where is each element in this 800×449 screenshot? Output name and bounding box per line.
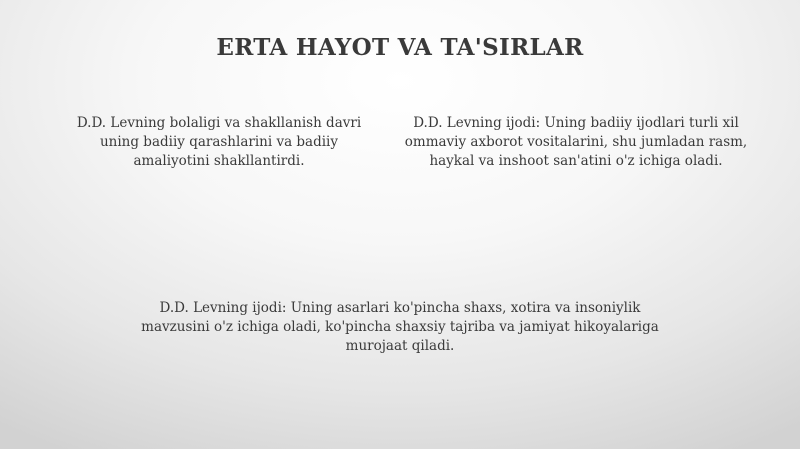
slide-title: ERTA HAYOT VA TA'SIRLAR xyxy=(216,34,584,61)
text-block-media: D.D. Levning ijodi: Uning badiiy ijodlari turli xil ommaviy axborot vositalarini, shu jumladan rasm, haykal va inshoot san'atini o'z ichiga oladi. xyxy=(404,115,748,169)
text-block-childhood: D.D. Levning bolaligi va shakllanish davri uning badiiy qarashlarini va badiiy amaliyotini shakllantirdi. xyxy=(76,115,362,169)
text-block-themes: D.D. Levning ijodi: Uning asarlari ko'pincha shaxs, xotira va insoniylik mavzusini o'z ichiga oladi, ko'pincha shaxsiy tajriba va jamiyat hikoyalariga murojaat qiladi. xyxy=(141,300,659,354)
